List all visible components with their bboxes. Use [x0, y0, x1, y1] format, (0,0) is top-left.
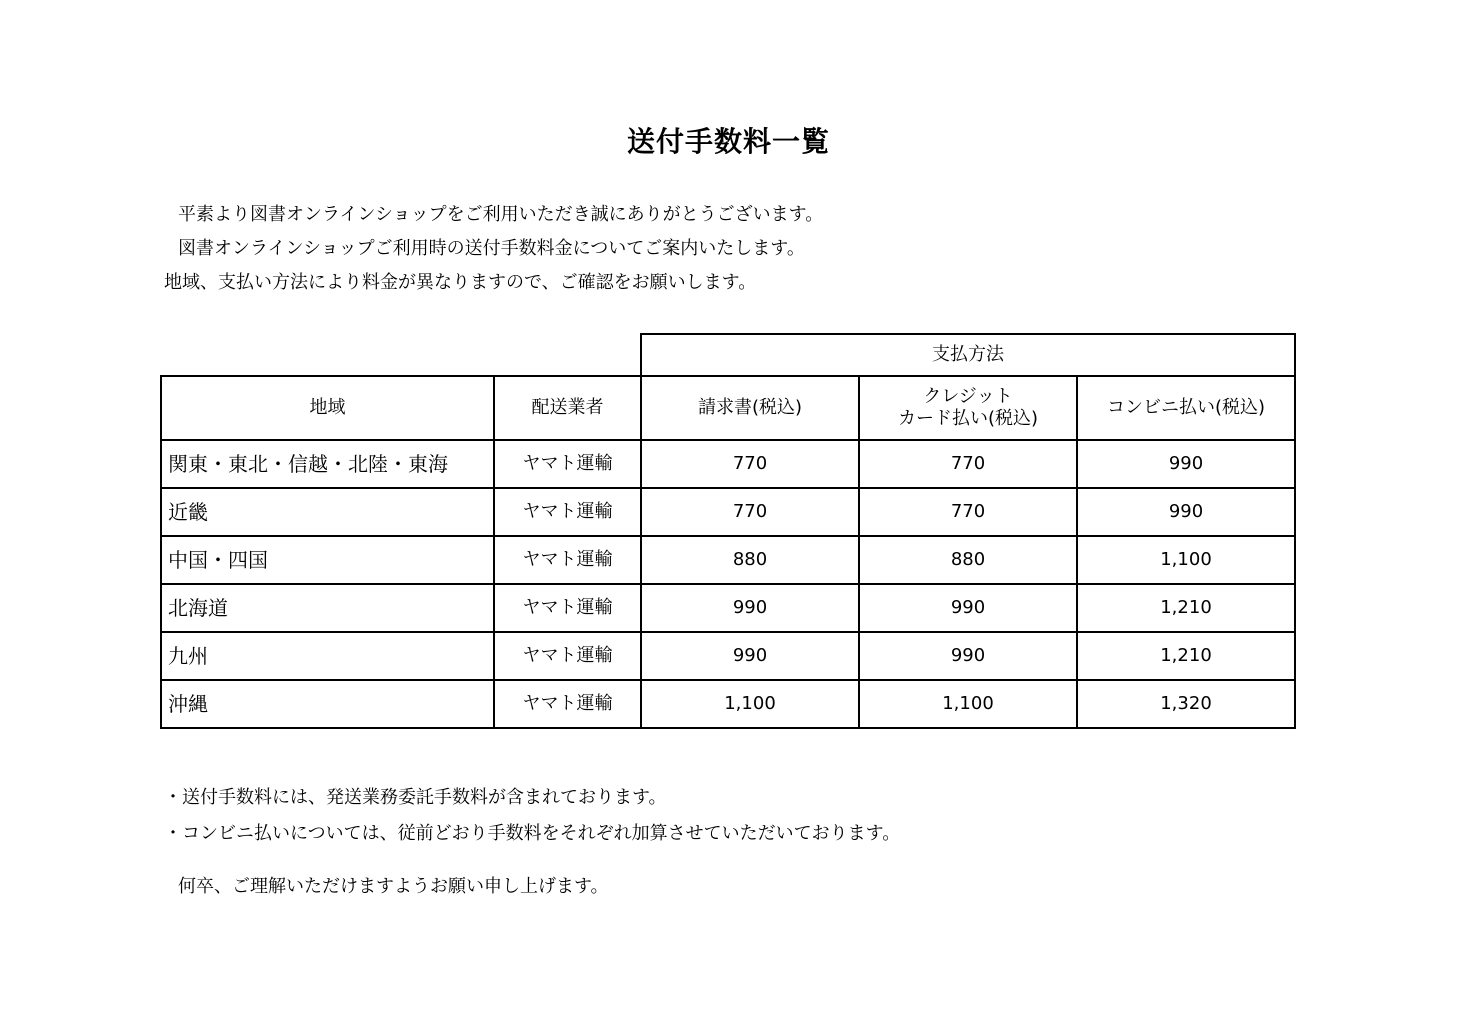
credit-header-line-1: クレジット [923, 386, 1013, 407]
carrier-cell: ヤマト運輸 [494, 680, 641, 728]
credit-fee-cell: 1,100 [859, 680, 1077, 728]
carrier-header: 配送業者 [494, 376, 641, 440]
credit-card-header [859, 376, 1077, 440]
table-row [161, 440, 1295, 488]
table-header-row [161, 376, 1295, 440]
invoice-fee-cell: 880 [641, 536, 859, 584]
region-cell: 関東・東北・信越・北陸・東海 [161, 440, 494, 488]
invoice-header: 請求書(税込) [641, 376, 859, 440]
credit-fee-cell: 990 [859, 584, 1077, 632]
invoice-fee-cell: 990 [641, 632, 859, 680]
page-title: 送付手数料一覧 [626, 125, 830, 158]
credit-fee-cell: 880 [859, 536, 1077, 584]
region-header: 地域 [161, 376, 494, 440]
carrier-cell: ヤマト運輸 [494, 584, 641, 632]
convenience-fee-cell: 1,100 [1077, 536, 1295, 584]
carrier-cell: ヤマト運輸 [494, 536, 641, 584]
invoice-fee-cell: 770 [641, 440, 859, 488]
payment-method-header: 支払方法 [641, 334, 1295, 376]
credit-fee-cell: 770 [859, 440, 1077, 488]
notes [164, 780, 900, 852]
region-cell: 中国・四国 [161, 536, 494, 584]
credit-fee-cell: 990 [859, 632, 1077, 680]
carrier-cell: ヤマト運輸 [494, 488, 641, 536]
convenience-fee-cell: 990 [1077, 440, 1295, 488]
convenience-fee-cell: 1,210 [1077, 584, 1295, 632]
region-cell: 沖縄 [161, 680, 494, 728]
region-cell: 九州 [161, 632, 494, 680]
carrier-cell: ヤマト運輸 [494, 632, 641, 680]
credit-header-line-2: カード払い(税込) [897, 408, 1039, 429]
intro-line-1: 平素より図書オンラインショップをご利用いただき誠にありがとうございます。 [178, 204, 824, 225]
convenience-fee-cell: 990 [1077, 488, 1295, 536]
credit-fee-cell: 770 [859, 488, 1077, 536]
table-row [161, 584, 1295, 632]
table-blank-cell [161, 334, 641, 376]
carrier-cell: ヤマト運輸 [494, 440, 641, 488]
region-cell: 近畿 [161, 488, 494, 536]
table-group-header-row [161, 334, 1295, 376]
intro-line-3: 地域、支払い方法により料金が異なりますので、ご確認をお願いします。 [164, 272, 757, 293]
note-2: ・コンビニ払いについては、従前どおり手数料をそれぞれ加算させていただいております。 [164, 823, 901, 844]
fee-table [160, 333, 1296, 729]
invoice-fee-cell: 990 [641, 584, 859, 632]
invoice-fee-cell: 1,100 [641, 680, 859, 728]
region-cell: 北海道 [161, 584, 494, 632]
convenience-fee-cell: 1,210 [1077, 632, 1295, 680]
closing-text: 何卒、ご理解いただけますようお願い申し上げます。 [178, 876, 609, 897]
table-row [161, 536, 1295, 584]
table-row [161, 632, 1295, 680]
table-row [161, 680, 1295, 728]
convenience-fee-cell: 1,320 [1077, 680, 1295, 728]
note-1: ・送付手数料には、発送業務委託手数料が含まれております。 [164, 787, 667, 808]
intro-line-2: 図書オンラインショップご利用時の送付手数料金についてご案内いたします。 [178, 238, 805, 259]
intro-text [164, 198, 823, 300]
table-row [161, 488, 1295, 536]
invoice-fee-cell: 770 [641, 488, 859, 536]
convenience-header: コンビニ払い(税込) [1077, 376, 1295, 440]
